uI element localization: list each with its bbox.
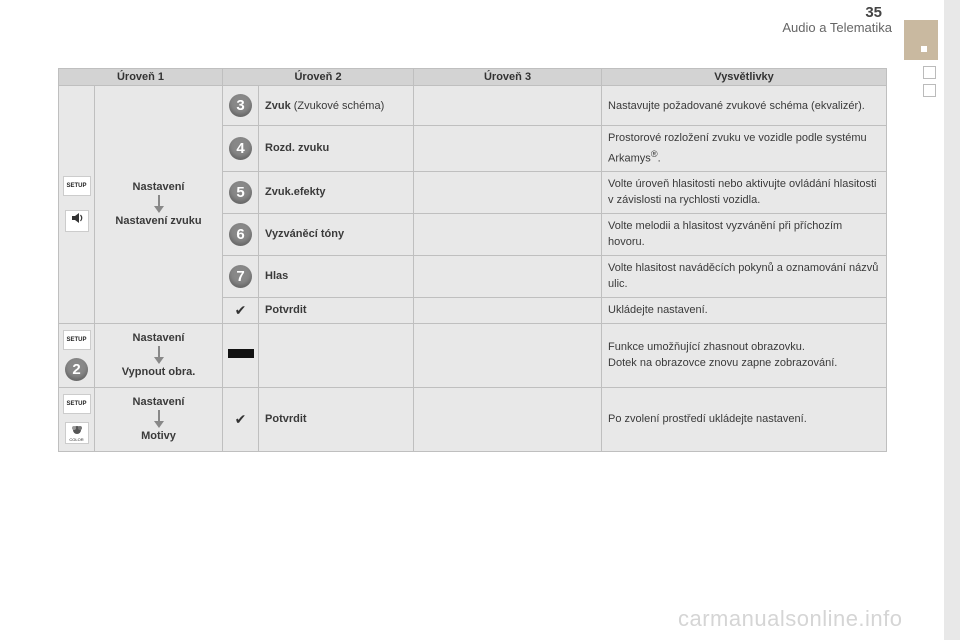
level1-menu-label: Nastavení [132,396,185,409]
color-key-icon [65,422,89,444]
level2-cell [259,323,414,387]
level3-cell [414,255,602,297]
option-name-extra: (Zvukové schéma) [290,99,385,112]
speaker-icon [65,210,89,232]
notes-cell: Po zvolení prostředí ukládejte nastavení. [602,387,887,451]
notes-cell: Ukládejte nastavení. [602,297,887,323]
notes-line-1: Funkce umožňující zhasnout obrazovku. [608,341,805,354]
notes-cell: Nastavujte požadované zvukové schéma (ekvalizér). [602,86,887,126]
level3-cell [414,297,602,323]
level1-icons-cell [59,387,95,451]
level1-label-cell [95,323,223,387]
setup-key-icon: SETUP [63,176,91,196]
setup-key-icon: SETUP [63,394,91,414]
level1-submenu-label: Motivy [141,430,176,443]
section-tab-3[interactable] [923,84,936,97]
step-badge: 6 [229,223,252,246]
level1-menu-label: Nastavení [132,181,185,194]
screen-off-icon [228,349,254,358]
settings-table [58,68,887,452]
badge-cell [223,171,259,213]
table-row [59,323,887,387]
level1-label-cell [95,387,223,451]
level2-cell: Potvrdit [259,387,414,451]
tab-marker-icon [921,46,927,52]
notes-line-2: Dotek na obrazovce znovu zapne zobrazování. [608,357,838,370]
header-level3: Úroveň 3 [414,69,602,86]
notes-cell: Volte hlasitost naváděcích pokynů a oznamování názvů ulic. [602,255,887,297]
table-row [59,387,887,451]
table-row [59,86,887,126]
check-cell [223,387,259,451]
notes-tail: . [657,152,661,165]
header-level2: Úroveň 2 [223,69,414,86]
color-key-label: COLOR [69,437,84,443]
level2-cell: Rozd. zvuku [259,126,414,172]
option-name: Zvuk [265,99,291,112]
header-notes: Vysvětlivky [602,69,887,86]
level3-cell [414,213,602,255]
page-number: 35 [865,4,882,21]
level1-label-cell [95,86,223,324]
badge-cell [223,213,259,255]
section-tab-2[interactable] [923,66,936,79]
level2-cell: Hlas [259,255,414,297]
badge-cell [223,86,259,126]
level3-cell [414,126,602,172]
check-cell [223,297,259,323]
arrow-down-icon [154,195,164,213]
arrow-down-icon [154,410,164,428]
level1-menu-label: Nastavení [132,332,185,345]
arrow-down-icon [154,346,164,364]
notes-cell [602,126,887,172]
level2-cell: Potvrdit [259,297,414,323]
step-badge: 7 [229,265,252,288]
setup-key-icon: SETUP [63,330,91,350]
notes-sup: ® [650,149,658,159]
level2-cell: Zvuk.efekty [259,171,414,213]
notes-cell: Volte melodii a hlasitost vyzvánění při příchozím hovoru. [602,213,887,255]
notes-text: Prostorové rozložení zvuku ve vozidle podle systému Arkamys [608,132,867,165]
level1-submenu-label: Nastavení zvuku [115,215,202,228]
level2-cell [259,86,414,126]
watermark: carmanualsonline.info [678,606,903,631]
table-header-row [59,69,887,86]
step-badge: 5 [229,181,252,204]
section-tab-active[interactable] [904,20,938,60]
level3-cell [414,323,602,387]
level3-cell [414,171,602,213]
level1-submenu-label: Vypnout obra. [121,366,196,379]
badge-cell [223,255,259,297]
badge-cell [223,126,259,172]
level3-cell [414,387,602,451]
level1-icons-cell [59,86,95,324]
screen-off-cell [223,323,259,387]
right-sidebar [944,0,960,640]
header-level1: Úroveň 1 [59,69,223,86]
step-badge: 2 [65,358,88,381]
checkmark-icon: ✔ [234,410,247,427]
level2-cell: Vyzváněcí tóny [259,213,414,255]
level3-cell [414,86,602,126]
notes-cell [602,323,887,387]
level1-icons-cell [59,323,95,387]
step-badge: 4 [229,137,252,160]
section-title: Audio a Telematika [782,20,892,35]
step-badge: 3 [229,94,252,117]
checkmark-icon: ✔ [234,301,247,318]
notes-cell: Volte úroveň hlasitosti nebo aktivujte ovládání hlasitosti v závislosti na rychlosti vozidla. [602,171,887,213]
